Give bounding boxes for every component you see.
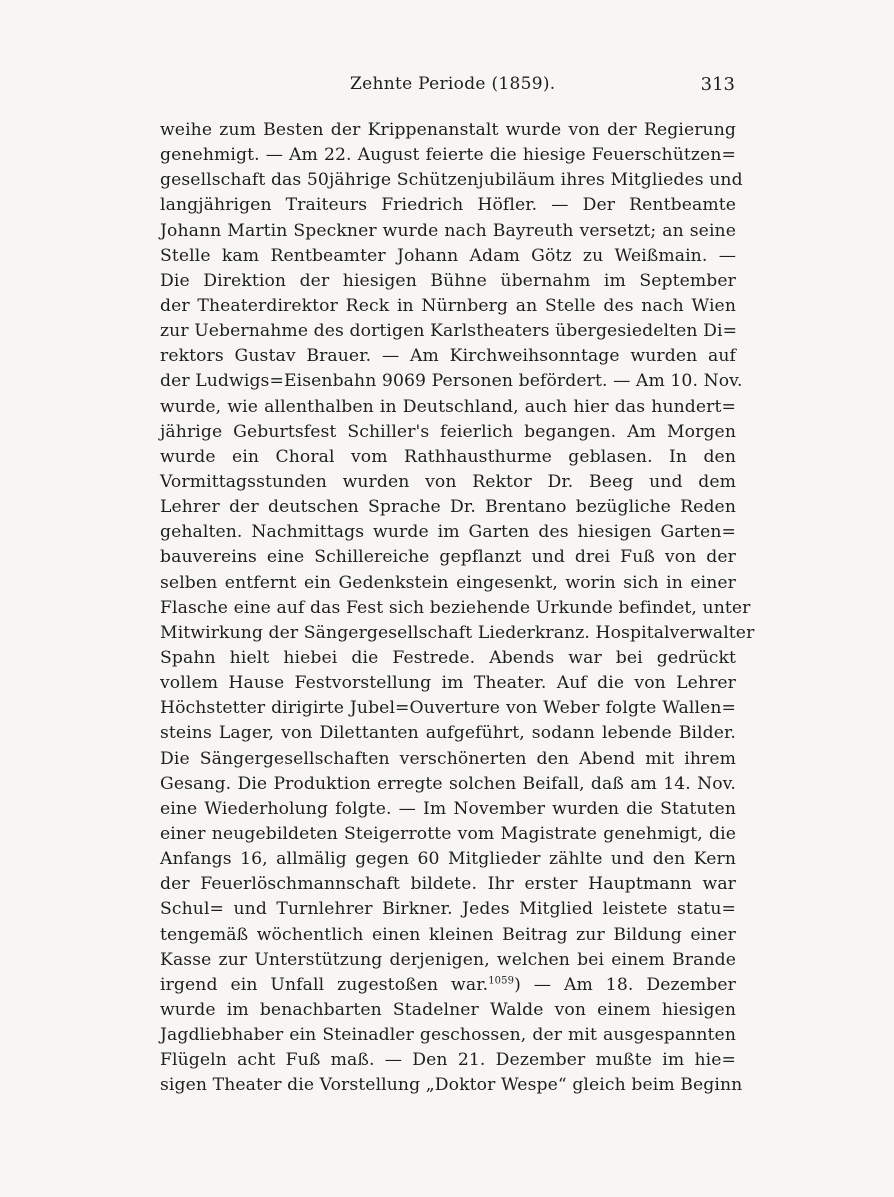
text-line: der Ludwigs=Eisenbahn 9069 Personen befördert. — Am 10. Nov. [160,371,743,392]
running-head: Zehnte Periode (1859). [350,74,556,94]
text-line: weihe zum Besten der Krippenanstalt wurde von der Regierung [160,120,736,140]
text-line: langjährigen Traiteurs Friedrich Höfler. — Der Rentbeamte [160,195,736,216]
text-line: tengemäß wöchentlich einen kleinen Beitrag zur Bildung einer [160,924,736,945]
text-line: Flügeln acht Fuß maß. — Den 21. Dezember mußte im hie= [160,1050,736,1071]
text-line: Johann Martin Speckner wurde nach Bayreuth versetzt; an seine [160,220,736,241]
text-line: Flasche eine auf das Fest sich beziehende Urkunde befindet, unter [160,597,751,618]
text-line: wurde im benachbarten Stadelner Walde von einem hiesigen [160,999,736,1020]
text-line: Vormittagsstunden wurden von Rektor Dr. Beeg und dem [160,471,736,492]
text-line: wurde ein Choral vom Rathhausthurme geblasen. In den [160,446,736,467]
text-line: Mitwirkung der Sängergesellschaft Liederkranz. Hospitalverwalter [160,622,755,643]
text-line: Höchstetter dirigirte Jubel=Ouverture von Weber folgte Wallen= [160,698,736,719]
page-number: 313 [700,74,735,95]
text-line: rektors Gustav Brauer. — Am Kirchweihsonntage wurden auf [160,346,736,367]
text-line: Stelle kam Rentbeamter Johann Adam Götz zu Weißmain. — [160,245,736,266]
text-line: vollem Hause Festvorstellung im Theater. Auf die von Lehrer [160,673,736,694]
text-line: Anfangs 16, allmälig gegen 60 Mitglieder zählte und den Kern [160,849,736,870]
text-line: Die Sängergesellschaften verschönerten den Abend mit ihrem [160,748,736,769]
text-line: Schul= und Turnlehrer Birkner. Jedes Mitglied leistete statu= [160,899,736,920]
text-line: Lehrer der deutschen Sprache Dr. Brentano bezügliche Reden [160,497,736,518]
text-line: eine Wiederholung folgte. — Im November wurden die Statuten [160,798,736,819]
page-header [160,74,735,104]
text-line: jährige Geburtsfest Schiller's feierlich begangen. Am Morgen [160,421,736,442]
text-line-with-footnote [160,973,736,998]
text-line: selben entfernt ein Gedenkstein eingesenkt, worin sich in einer [160,572,736,593]
text-line: Die Direktion der hiesigen Bühne übernahm im September [160,270,736,291]
text-line: der Feuerlöschmannschaft bildete. Ihr erster Hauptmann war [160,874,736,895]
text-line: steins Lager, von Dilettanten aufgeführt, sodann lebende Bilder. [160,723,736,744]
text-line: bauvereins eine Schillereiche gepflanzt und drei Fuß von der [160,547,736,568]
text-line: Gesang. Die Produktion erregte solchen Beifall, daß am 14. Nov. [160,773,736,794]
text-line: Jagdliebhaber ein Steinadler geschossen, der mit ausgespannten [160,1025,736,1046]
text-line-end: ) — Am 18. Dezember [514,974,736,995]
text-line-start: irgend ein Unfall zugestoßen war. [160,974,489,995]
body-text [160,118,755,1098]
text-line: der Theaterdirektor Reck in Nürnberg an Stelle des nach Wien [160,295,736,316]
text-line: einer neugebildeten Steigerrotte vom Magistrate genehmigt, die [160,823,736,844]
text-line: genehmigt. — Am 22. August feierte die hiesige Feuerschützen= [160,145,736,166]
text-line: Kasse zur Unterstützung derjenigen, welchen bei einem Brande [160,949,736,970]
text-line: zur Uebernahme des dortigen Karlstheaters übergesiedelten Di= [160,321,738,342]
text-line: sigen Theater die Vorstellung „Doktor Wespe“ gleich beim Beginn [160,1075,743,1096]
text-line: gehalten. Nachmittags wurde im Garten des hiesigen Garten= [160,522,736,543]
text-line: Spahn hielt hiebei die Festrede. Abends war bei gedrückt [160,647,736,668]
text-line: gesellschaft das 50jährige Schützenjubiläum ihres Mitgliedes und [160,170,743,191]
footnote-reference: 1059 [488,975,515,987]
text-line: wurde, wie allenthalben in Deutschland, auch hier das hundert= [160,396,736,417]
